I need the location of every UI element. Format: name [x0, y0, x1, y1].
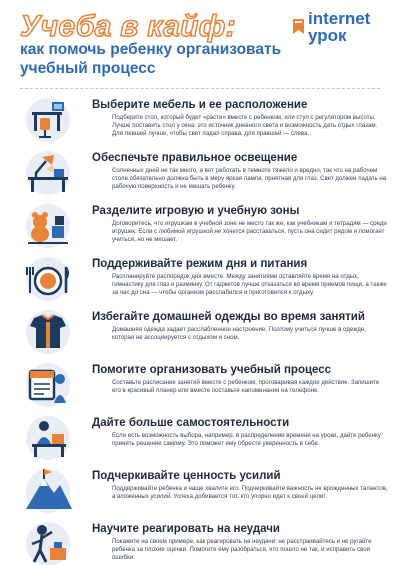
desk-lamp-icon: [22, 147, 74, 199]
logo-line-1: internet: [308, 9, 371, 28]
logo-mark-icon: [292, 18, 305, 35]
page-header: [0, 0, 400, 80]
list-item: [0, 357, 400, 415]
icon-badge: [26, 151, 70, 195]
reaction-icon: [22, 518, 74, 565]
header-divider: [20, 88, 380, 89]
item-text: Солнечных дней не так много, а вот работать в темноте тяжело и вредно, так что на рабочем столе обязательно должна быть в меру яркая лампа, приятная для глаз. Свет должен падать на рабочую поверхность и не мешать ребенку.: [112, 167, 387, 191]
item-text: Составьте расписание занятий вместе с ребенком, проговаривая каждое действие. Запишите его в красивый планер или вместе поставьте напоминания на телефоне.: [112, 379, 380, 395]
list-item: [0, 410, 400, 468]
item-title: Подчеркивайте ценность усилий: [92, 470, 281, 482]
icon-badge: [26, 469, 70, 513]
logo-text: [308, 10, 370, 44]
item-text: Договоритесь, что игрушкам в учебной зоне не место так же, как учебникам и тетрадям — среди игрушек. Если с любимой игрушкой не хочется расставаться, пусть она сидит рядом и помогает учиться, но не мешает.: [112, 220, 387, 244]
item-title: Научите реагировать на неудачи: [92, 523, 280, 535]
icon-badge: [26, 310, 70, 354]
icon-badge: [26, 363, 70, 407]
icon-badge: [26, 522, 70, 565]
item-text: Поддерживайте ребенка и чаще хвалите его. Подчеркивайте важность не врожденных талантов, а вложенных усилий. Успеха добивается тот, кто упорно идет к своей цели!: [112, 485, 388, 501]
item-title: Помогите организовать учебный процесс: [92, 364, 332, 376]
icon-badge: [26, 416, 70, 460]
list-item: [0, 145, 400, 203]
page-subtitle: как помочь ребенку организовать учебный процесс: [20, 41, 282, 77]
list-item: [0, 463, 400, 521]
item-text: Если есть возможность выбора, например, в распределении времени на уроки, дайте ребенку принять решение самому. Это поможет ему обрести уверенность в себе.: [112, 432, 381, 448]
desk-chair-icon: [22, 94, 74, 146]
item-title: Избегайте домашней одежды во время занятий: [92, 311, 365, 323]
list-item: [0, 251, 400, 309]
list-item: [0, 198, 400, 256]
independence-icon: [22, 412, 74, 464]
item-text: Покажите на своем примере, как реагировать на неудачи: не расстраивайтесь и не ругайте ребенка за плохие оценки. Помогите ему разобраться, что пошло не так, и исправить свои ошибки.: [112, 538, 372, 562]
icon-badge: [26, 257, 70, 301]
item-title: Дайте больше самостоятельности: [92, 417, 290, 429]
toys-icon: [22, 200, 74, 252]
item-text: Подберите стол, который будет «расти» вместе с ребенком, или стул с регулятором высоты. Лучше поставить стол у окна: это источник дневного света и возможность дать отдых глазам. Для левшей лучше, чтобы свет падал справа, для правшей — слева.: [112, 114, 378, 138]
item-title: Выберите мебель и ее расположение: [92, 99, 308, 111]
brand-logo: [292, 8, 384, 52]
list-item: [0, 516, 400, 565]
logo-line-2: урок: [308, 26, 347, 45]
item-text: Распланируйте распорядок дня вместе. Между занятиями оставляйте время на отдых, гимнастику для глаз и разминку. От гаджетов лучше отказаться во время приемов пищи, а также за час до сна — чтобы организм расслабился и приготовился к отдыху.: [112, 273, 387, 297]
item-text: Домашняя одежда задает расслабленное настроение. Поэтому учиться лучше в одежде, которая не ассоциируется с отдыхом и сном.: [112, 326, 366, 342]
item-title: Поддерживайте режим дня и питания: [92, 258, 308, 270]
icon-badge: [26, 98, 70, 142]
item-title: Обеспечьте правильное освещение: [92, 152, 298, 164]
icon-badge: [26, 204, 70, 248]
mountain-flag-icon: [22, 465, 74, 517]
item-title: Разделите игровую и учебную зоны: [92, 205, 300, 217]
planner-icon: [22, 359, 74, 411]
list-item: [0, 304, 400, 362]
meal-clock-icon: [22, 253, 74, 305]
page-title: Учеба в кайф:: [20, 10, 236, 43]
clothes-icon: [22, 306, 74, 358]
list-item: [0, 92, 400, 150]
